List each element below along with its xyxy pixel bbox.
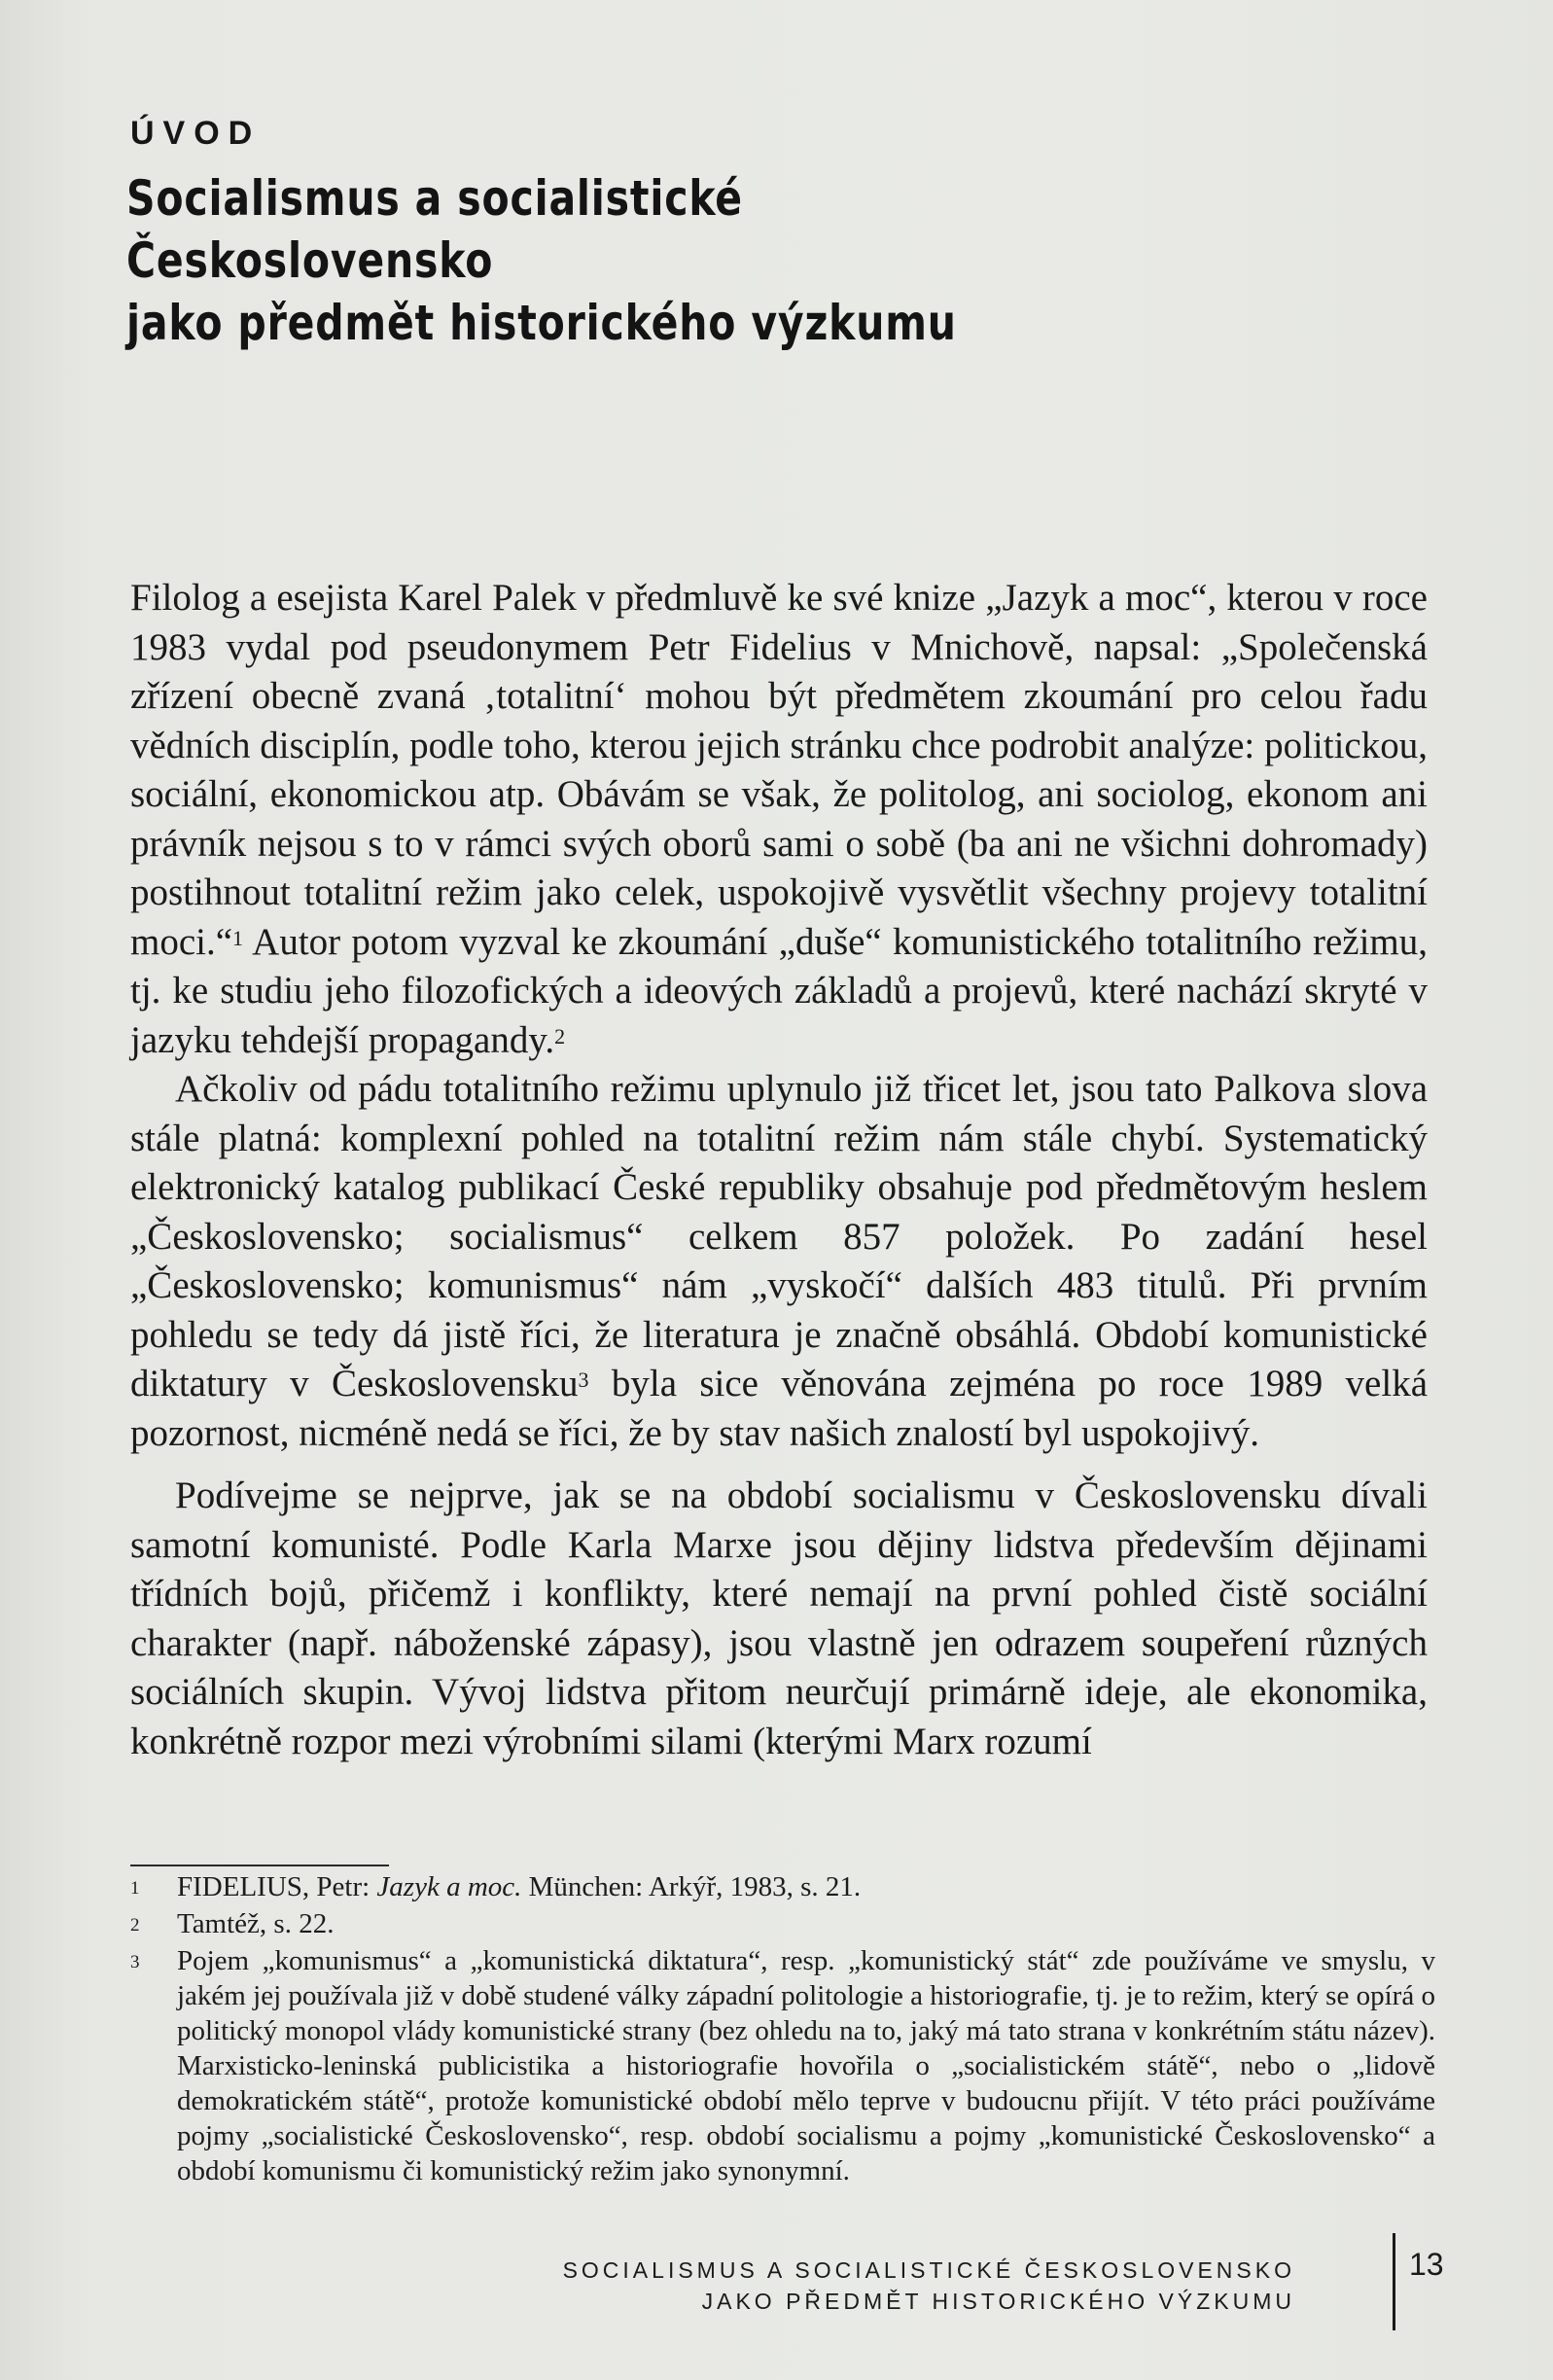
footnotes [130, 1869, 1435, 2188]
paragraph-2-text-a: Ačkoliv od pádu totalitního režimu uplynulo již třicet let, jsou tato Palkova slova stále platná: komplexní pohled na totalitní režim nám stále chybí. Systematický elektronický katalog publikací České republiky obsahuje pod předmětovým heslem „Československo; socialismus“ celkem 857 položek. Po zadání hesel „Československo; komunismus“ nám „vyskočí“ dalších 483 titulů. Při prvním pohledu se tedy dá jistě říci, že literatura je značně obsáhlá. Období komunistické diktatury v Československu [130, 1068, 1428, 1404]
paragraph-1-text-a: Filolog a esejista Karel Palek v předmluvě ke své knize „Jazyk a moc“, kterou v roce 1983 vydal pod pseudonymem Petr Fidelius v Mnichově, napsal: „Společenská zřízení obecně zvaná ‚totalitní‘ mohou být předmětem zkoumání pro celou řadu vědních disciplín, podle toho, kterou jejich stránku chce podrobit analýze: politickou, sociální, ekonomickou atp. Obávám se však, že politolog, ani sociolog, ekonom ani právník nejsou s to v rámci svých oborů sami o sobě (ba ani ne všichni dohromady) postihnout totalitní režim jako celek, uspokojivě vysvětlit všechny projevy totalitní moci.“ [130, 577, 1428, 963]
footnote-3 [130, 1943, 1435, 2188]
footnote-ref-2: 2 [554, 1023, 566, 1048]
footnote-ref-1: 1 [232, 925, 244, 950]
footnote-number: 2 [130, 1915, 140, 1936]
footnote-ref-3: 3 [578, 1368, 589, 1392]
footnote-number: 3 [130, 1952, 140, 1972]
footnote-text [177, 1869, 1435, 1906]
chapter-title-line-2: jako předmět historického výzkumu [126, 295, 957, 351]
paragraph-1-text-b: Autor potom vyzval ke zkoumání „duše“ komunistického totalitního režimu, tj. ke studiu jeho filozofických a ideových základů a projevů, které nachází skryté v jazyku tehdejší propagandy. [130, 920, 1428, 1061]
running-head-line-2: JAKO PŘEDMĚT HISTORICKÉHO VÝZKUMU [701, 2289, 1295, 2314]
footnote-text: Pojem „komunismus“ a „komunistická diktatura“, resp. „komunistický stát“ zde používáme ve smyslu, v jakém jej používala již v době studené války západní politologie a historiografie, tj. je to režim, který se opírá o politický monopol vlády komunistické strany (bez ohledu na to, jaký má tato strana v konkrétním státu název). Marxisticko-leninská publicistika a historiografie hovořila o „socialistickém státě“, nebo o „lidově demokratickém státě“, protože komunistické období mělo teprve v budoucnu přijít. V této práci používáme pojmy „socialistické Československo“, resp. období socialismu a pojmy „komunistické Československo“ a období komunismu či komunistický režim jako synonymní. [177, 1945, 1435, 2186]
chapter-title-line-1: Socialismus a socialistické Československo [126, 170, 743, 289]
footnote-1-text-b: München: Arkýř, 1983, s. 21. [521, 1871, 862, 1902]
footnote-number: 1 [130, 1878, 140, 1899]
page-number-divider [1393, 2233, 1395, 2330]
running-head-line-1: SOCIALISMUS A SOCIALISTICKÉ ČESKOSLOVENSKO [562, 2257, 1295, 2283]
paragraph-1 [130, 574, 1428, 1065]
footnote-1-text-a: FIDELIUS, Petr: [177, 1871, 377, 1902]
running-head [545, 2255, 1295, 2317]
footnote-1-book-title: Jazyk a moc. [376, 1871, 522, 1902]
footnote-1 [130, 1869, 1435, 1906]
paragraph-2 [130, 1065, 1428, 1458]
paragraph-2-text-b: byla sice věnována zejména po roce 1989 velká pozornost, nicméně nedá se říci, že by stav našich znalostí byl uspokojivý. [130, 1363, 1428, 1454]
footnote-2 [130, 1906, 1435, 1943]
section-label: ÚVOD [130, 115, 262, 152]
page-number: 13 [1409, 2247, 1444, 2282]
chapter-title [126, 167, 1083, 354]
body-text [130, 574, 1428, 1766]
paragraph-3: Podívejme se nejprve, jak se na období socialismu v Československu dívali samotní komunisté. Podle Karla Marxe jsou dějiny lidstva především dějinami třídních bojů, přičemž i konflikty, které nemají na první pohled čistě sociální charakter (např. náboženské zápasy), jsou vlastně jen odrazem soupeření různých sociálních skupin. Vývoj lidstva přitom neurčují primárně ideje, ale ekonomika, konkrétně rozpor mezi výrobními silami (kterými Marx rozumí [130, 1474, 1428, 1762]
footnote-separator [130, 1865, 389, 1866]
footnote-text: Tamtéž, s. 22. [177, 1908, 335, 1939]
